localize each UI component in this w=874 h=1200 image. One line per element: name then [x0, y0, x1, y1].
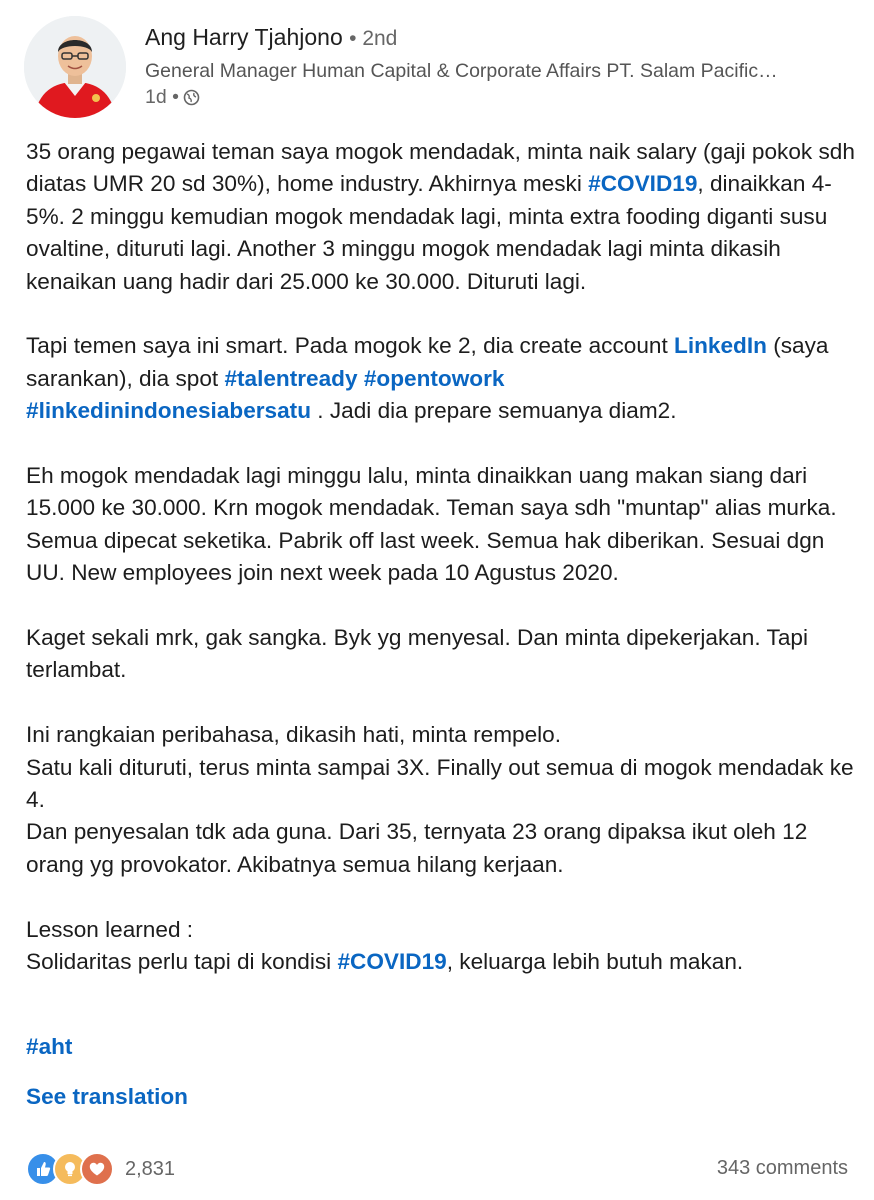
- post-time: 1d •: [145, 86, 179, 108]
- post-paragraph: Kaget sekali mrk, gak sangka. Byk yg menyesal. Dan minta dipekerjakan. Tapi terlambat.: [26, 625, 808, 683]
- connection-degree: • 2nd: [349, 27, 398, 50]
- hashtag-link[interactable]: #opentowork: [363, 365, 505, 391]
- social-counts: [26, 1152, 848, 1186]
- post-line: Satu kali dituruti, terus minta sampai 3X. Finally out semua di mogok mendadak ke 4.: [26, 754, 854, 813]
- reaction-count: 2,831: [125, 1157, 176, 1180]
- comments-count[interactable]: 343 comments: [716, 1157, 848, 1179]
- author-name-row[interactable]: [145, 24, 397, 51]
- post-hashtags: [26, 1034, 72, 1060]
- post-paragraph: Tapi temen saya ini smart. Pada mogok ke 2, dia create account LinkedIn (saya sarankan), dia spot #talentready #opentowork #linkedinindonesiabersatu . Jadi dia prepare semuanya diam2.: [26, 333, 829, 424]
- post-paragraph: 35 orang pegawai teman saya mogok mendadak, minta naik salary (gaji pokok sdh diatas UMR 20 sd 30%), home industry. Akhirnya meski #COVID19, dinaikkan 4-5%. 2 minggu kemudian mogok mendadak lagi, minta extra fooding diganti susu ovaltine, dituruti lagi. Another 3 minggu mogok mendadak lagi minta dikasih kenaikan uang hadir dari 25.000 ke 30.000. Dituruti lagi.: [26, 139, 855, 294]
- hashtag-link[interactable]: #COVID19: [588, 171, 698, 197]
- post-line: Lesson learned :: [26, 916, 194, 942]
- post-paragraph: Eh mogok mendadak lagi minggu lalu, minta dinaikkan uang makan siang dari 15.000 ke 30.000. Krn mogok mendadak. Teman saya sdh "muntap" alias murka. Semua dipecat seketika. Pabrik off last week. Semua hak diberikan. Sesuai dgn UU. New employees join next week pada 10 Agustus 2020.: [26, 463, 837, 586]
- love-icon: [80, 1152, 114, 1186]
- hashtag-link[interactable]: #COVID19: [337, 949, 447, 975]
- post-header: [24, 16, 850, 120]
- author-avatar[interactable]: [24, 16, 126, 118]
- post-line: Ini rangkaian peribahasa, dikasih hati, minta rempelo.: [26, 722, 562, 748]
- post-body: [26, 136, 856, 978]
- post-line: Solidaritas perlu tapi di kondisi #COVID19, keluarga lebih butuh makan.: [26, 949, 744, 975]
- see-translation-button[interactable]: See translation: [26, 1084, 188, 1109]
- hashtag-link[interactable]: #aht: [26, 1034, 73, 1059]
- post-meta: [145, 86, 200, 109]
- mention-link[interactable]: LinkedIn: [674, 333, 767, 359]
- author-headline: General Manager Human Capital & Corporate Affairs PT. Salam Pacific…: [145, 60, 778, 82]
- globe-icon: [183, 89, 200, 106]
- post-line: Dan penyesalan tdk ada guna. Dari 35, ternyata 23 orang dipaksa ikut oleh 12 orang yg provokator. Akibatnya semua hilang kerjaan.: [26, 819, 808, 877]
- reactions-summary[interactable]: [26, 1152, 175, 1186]
- hashtag-link[interactable]: #linkedinindonesiabersatu: [26, 398, 312, 424]
- hashtag-link[interactable]: #talentready: [224, 365, 358, 391]
- author-name[interactable]: Ang Harry Tjahjono: [145, 24, 343, 50]
